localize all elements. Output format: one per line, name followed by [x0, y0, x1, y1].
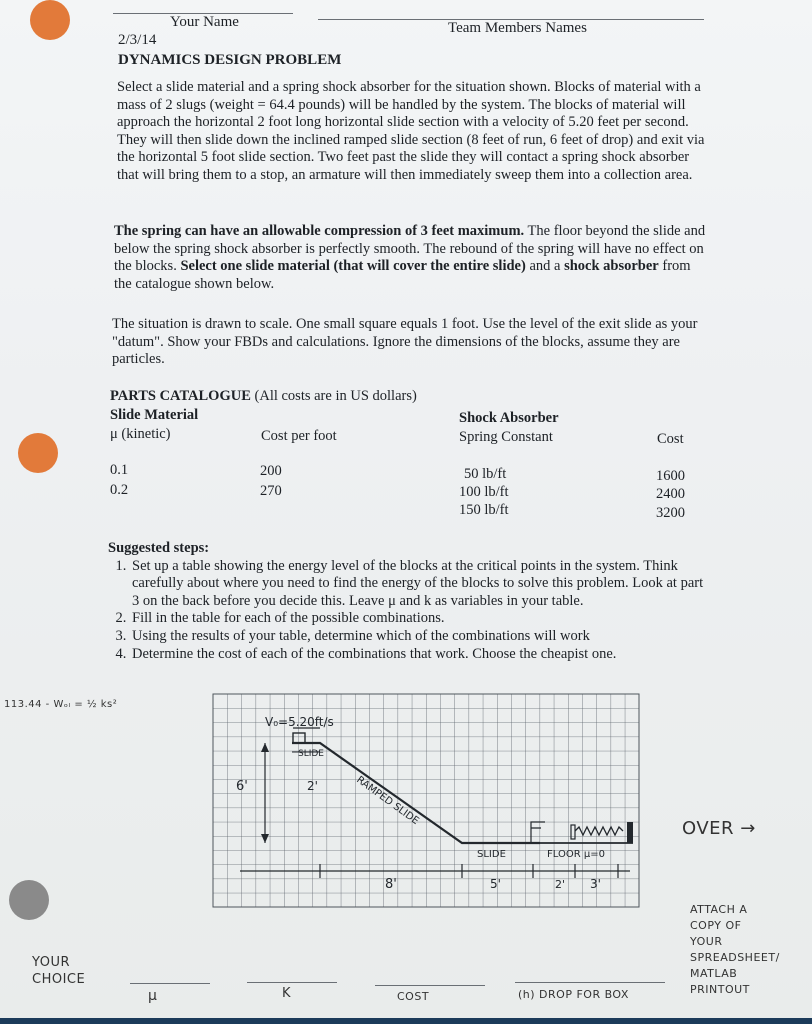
shock-row-2-cost: 2400 — [656, 486, 685, 502]
k-blank-line — [247, 982, 337, 983]
attach-note: ATTACH A COPY OF YOUR SPREADSHEET/ MATLAB PRINTOUT — [690, 903, 780, 996]
drop-blank-line — [515, 982, 665, 983]
date: 2/3/14 — [118, 32, 157, 48]
suggested-steps-heading: Suggested steps: — [108, 540, 210, 556]
spring-paragraph: The spring can have an allowable compression of 3 feet maximum. The floor beyond the slide and below the spring shock absorber is perfectly smooth. The rebound of the spring will have no effect on the blocks. Select one slide material (that will cover the entire slide) and a shock absorber from the catalogue shown below. — [114, 223, 706, 292]
drop-blank-label: (h) DROP FOR BOX — [518, 988, 629, 1001]
page-title: DYNAMICS DESIGN PROBLEM — [118, 52, 342, 68]
problem-statement: Select a slide material and a spring shock absorber for the situation shown. Blocks of material with a mass of 2 slugs (weight = 64.4 pounds) will be handled by the system. The blocks of material will approach the horizontal 2 foot long horizontal slide section with a velocity of 5.20 feet per second. They will then slide down the inclined ramped slide section (8 feet of run, 6 feet of drop) and exit via the horizontal 5 foot slide section. Two feet past the slide they will contact a spring shock absorber that will bring them to a stop, an armature will then immediately sweep them into a collection area. — [117, 79, 705, 183]
shock-absorber-header: Shock Absorber — [459, 410, 559, 426]
slide-row-2-mu: 0.2 — [110, 482, 129, 498]
slide-label-top: SLIDE — [298, 749, 324, 759]
height-label: 6' — [236, 779, 248, 794]
velocity-label: V₀=5.20ft/s — [265, 715, 334, 729]
mu-column-header: μ (kinetic) — [110, 426, 171, 442]
cost-blank-line — [375, 985, 485, 986]
slide-row-1-cost: 200 — [260, 463, 282, 479]
run-3-label: 3' — [590, 877, 601, 891]
floor-label: FLOOR μ=0 — [547, 849, 605, 860]
step-3: 3. Using the results of your table, determine which of the combinations will work — [130, 628, 708, 646]
shock-row-1-k: 50 lb/ft — [464, 466, 507, 482]
shock-row-2-k: 100 lb/ft — [459, 484, 509, 500]
shock-row-3-k: 150 lb/ft — [459, 502, 509, 518]
your-name-label: Your Name — [170, 14, 239, 30]
slide-row-2-cost: 270 — [260, 483, 282, 499]
shock-row-3-cost: 3200 — [656, 505, 685, 521]
step-1: 1. Set up a table showing the energy level of the blocks at the critical points in the system. Think carefully about where you need to find the energy of the blocks to solve this problem. Look at part 3 on the back before you decide this. Leave μ and k as variables in your table. — [130, 558, 708, 611]
over-note: OVER → — [682, 818, 756, 839]
run-2b-label: 2' — [555, 878, 566, 891]
step-2: 2. Fill in the table for each of the possible combinations. — [130, 610, 708, 628]
run-2-label: 2' — [307, 779, 318, 793]
slide-material-header: Slide Material — [110, 407, 199, 423]
slide-row-1-mu: 0.1 — [110, 462, 129, 478]
mu-blank-label: μ — [148, 988, 158, 1004]
slide-label-bottom: SLIDE — [477, 849, 506, 860]
spring-constant-column-header: Spring Constant — [459, 429, 553, 445]
your-choice-label: YOUR CHOICE — [32, 955, 86, 987]
mu-blank-line — [130, 983, 210, 984]
cost-per-foot-column-header: Cost per foot — [261, 428, 337, 444]
cost-column-header: Cost — [657, 431, 684, 447]
cost-blank-label: COST — [397, 990, 430, 1003]
shock-row-1-cost: 1600 — [656, 468, 685, 484]
spring-wall — [627, 822, 633, 843]
k-blank-label: K — [282, 986, 292, 1001]
bottom-edge — [0, 1018, 812, 1024]
catalogue-heading: PARTS CATALOGUE (All costs are in US dollars) — [110, 388, 417, 404]
handwritten-equation: 113.44 - Wₒₗ = ½ ks² — [4, 699, 118, 710]
scale-paragraph: The situation is drawn to scale. One small square equals 1 foot. Use the level of the exit slide as your "datum". Show your FBDs and calculations. Ignore the dimensions of the blocks, assume they are particles. — [112, 316, 698, 368]
run-5-label: 5' — [490, 877, 501, 891]
step-4: 4. Determine the cost of each of the combinations that work. Choose the cheapist one. — [130, 646, 708, 664]
run-8-label: 8' — [385, 877, 397, 892]
ramped-slide-label: RAMPED SLIDE — [354, 774, 421, 828]
team-members-label: Team Members Names — [448, 20, 587, 36]
